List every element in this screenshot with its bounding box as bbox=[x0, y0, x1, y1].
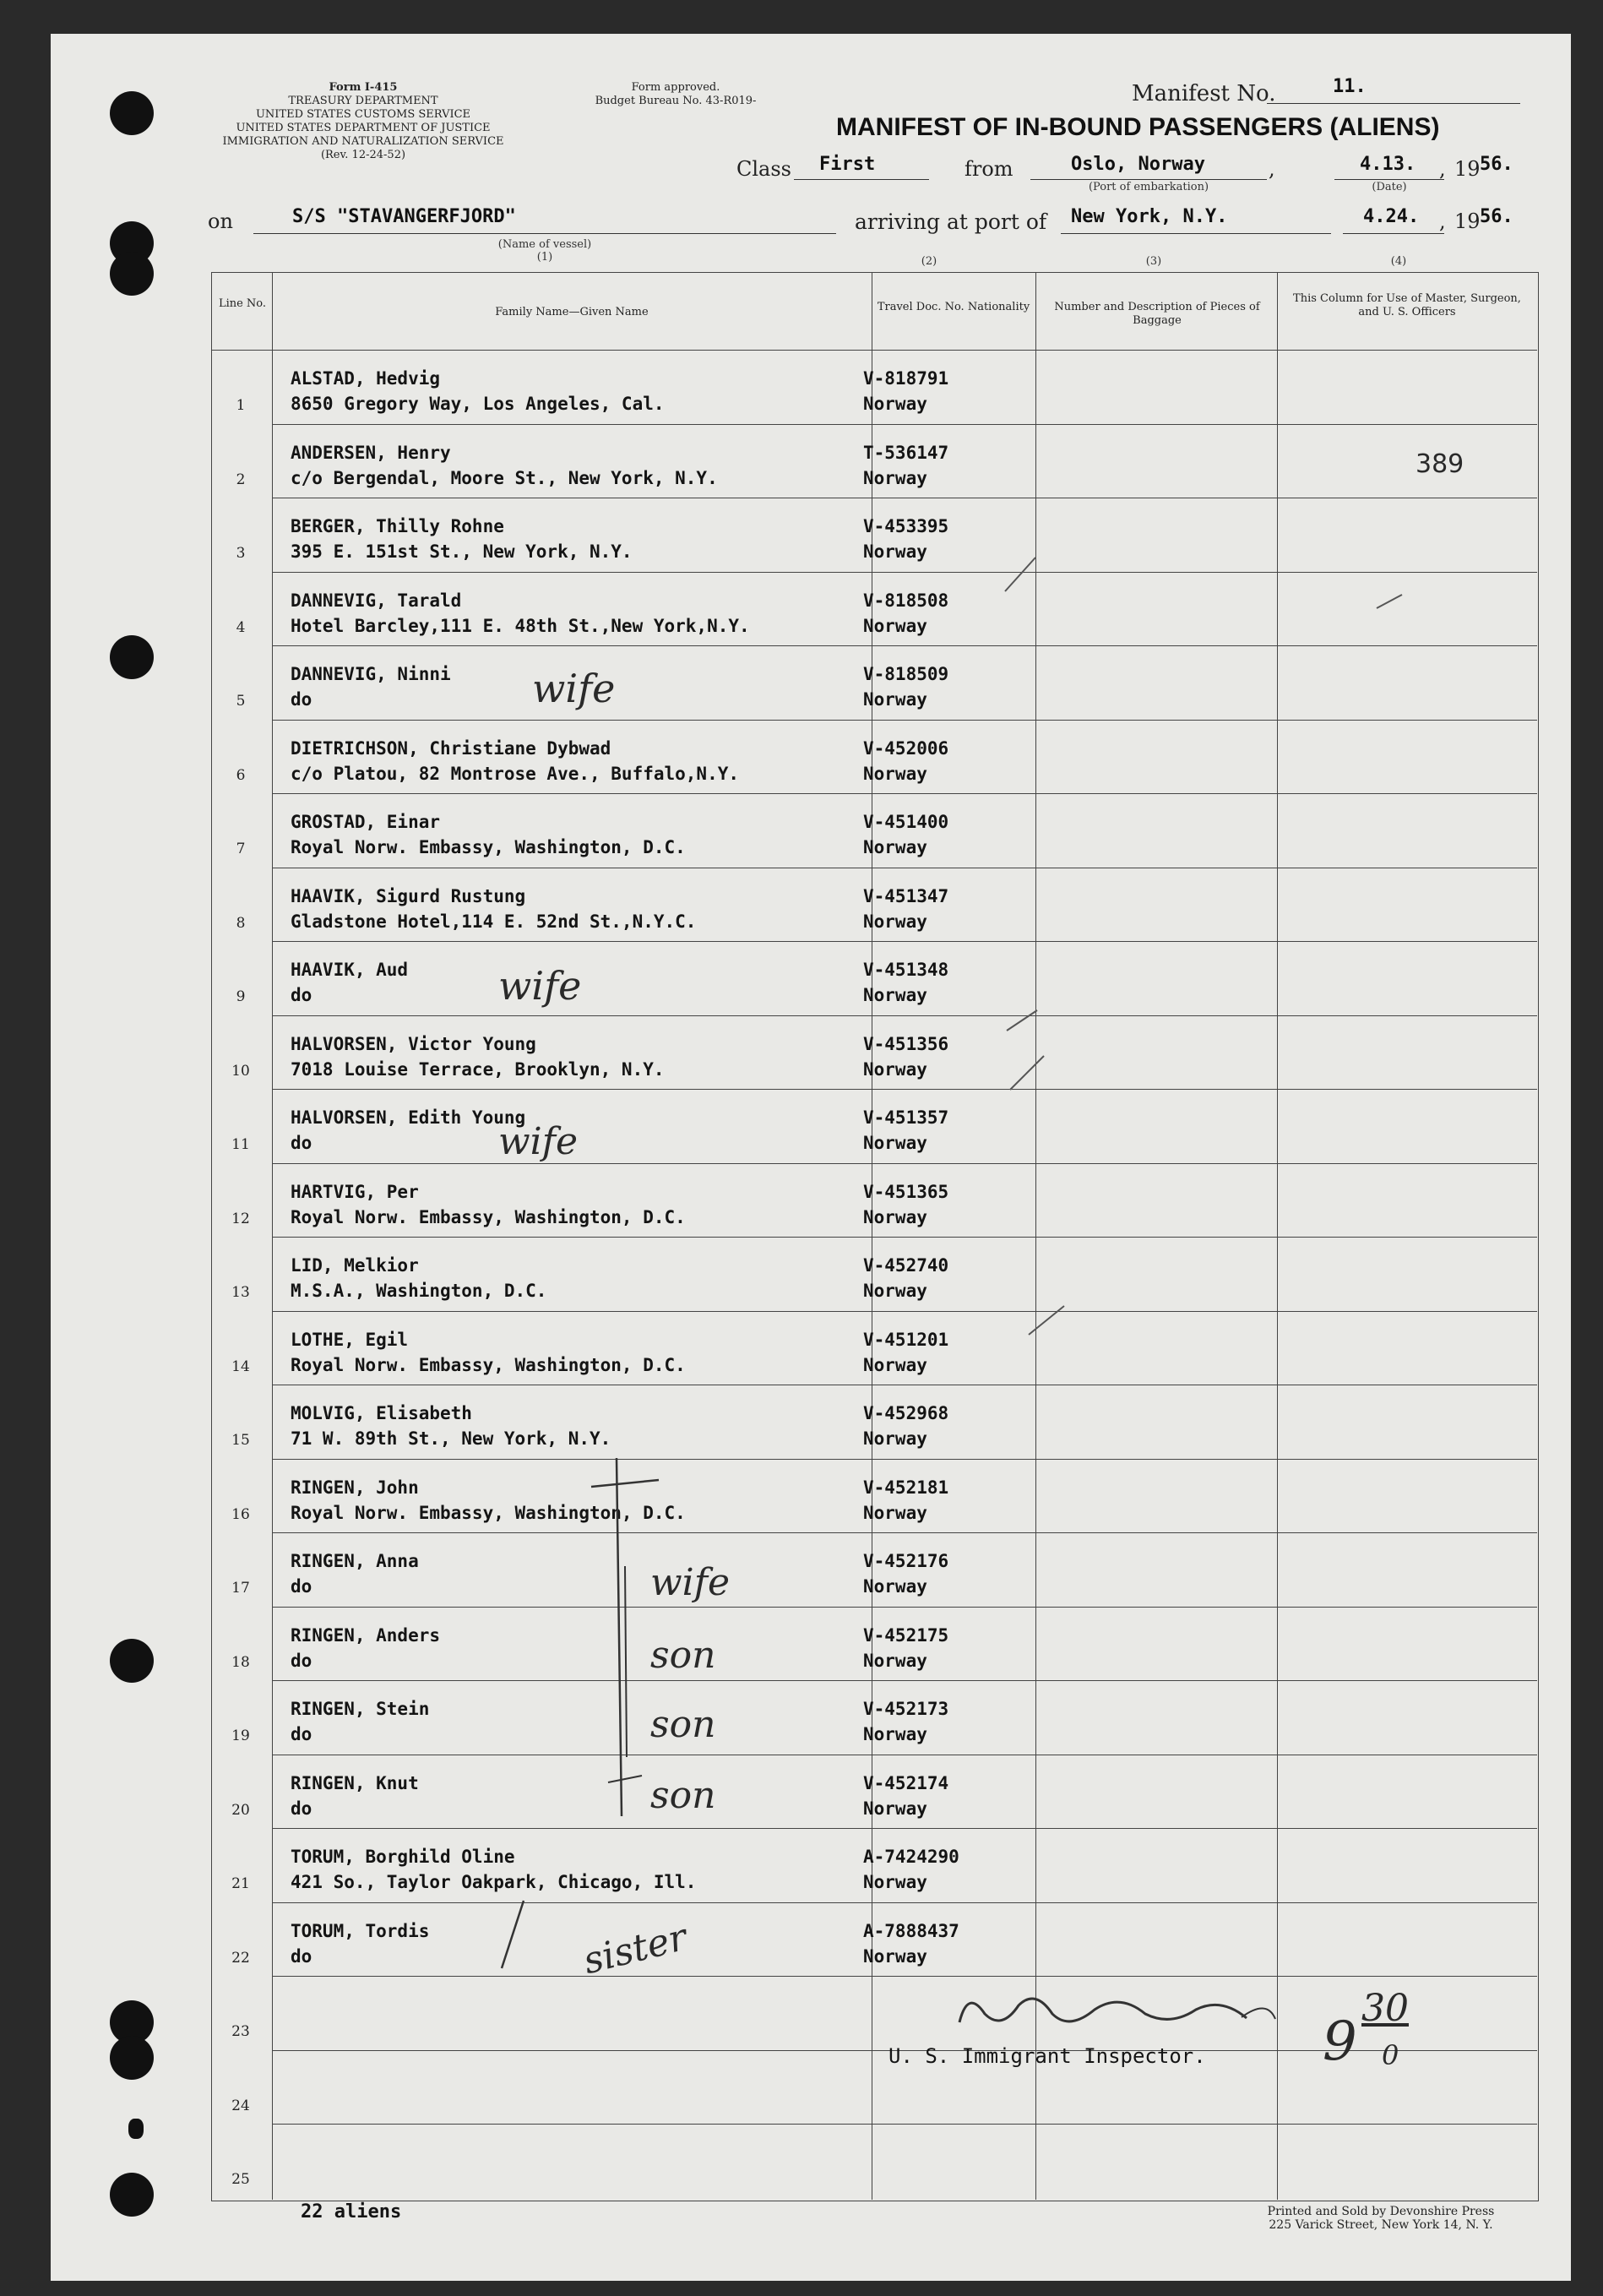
vessel-caption-text: (Name of vessel) bbox=[497, 238, 592, 251]
line-number: 8 bbox=[236, 914, 246, 932]
travel-doc-number: V-818508 bbox=[863, 590, 949, 611]
on-label: on bbox=[208, 209, 233, 233]
passenger-name: DANNEVIG, Ninni bbox=[291, 664, 451, 684]
arrival-date-underline bbox=[1343, 233, 1444, 234]
nationality: Norway bbox=[863, 1354, 927, 1375]
row-divider bbox=[272, 1680, 1537, 1681]
manifest-underline bbox=[1267, 103, 1520, 104]
passenger-name: RINGEN, Knut bbox=[291, 1772, 419, 1793]
passenger-address: c/o Bergendal, Moore St., New York, N.Y. bbox=[291, 467, 718, 488]
vessel-name: S/S "STAVANGERFJORD" bbox=[292, 206, 516, 227]
passenger-address: do bbox=[291, 1576, 312, 1597]
passenger-name: TORUM, Tordis bbox=[291, 1920, 430, 1941]
row-divider bbox=[272, 2124, 1537, 2125]
arrival-year-prefix: 19 bbox=[1454, 209, 1481, 233]
passenger-name: ALSTAD, Hedvig bbox=[291, 368, 441, 389]
passenger-address: Royal Norw. Embassy, Washington, D.C. bbox=[291, 1502, 686, 1523]
class-label: Class bbox=[736, 157, 791, 181]
passenger-address: 421 So., Taylor Oakpark, Chicago, Ill. bbox=[291, 1872, 697, 1892]
passenger-address: Hotel Barcley,111 E. 48th St.,New York,N.Y. bbox=[291, 615, 750, 636]
travel-doc-number: V-451356 bbox=[863, 1033, 949, 1054]
row-divider bbox=[272, 1828, 1537, 1829]
passenger-name: LID, Melkior bbox=[291, 1255, 419, 1276]
passenger-name: RINGEN, Stein bbox=[291, 1699, 430, 1719]
passenger-name: HAAVIK, Aud bbox=[291, 960, 409, 980]
passenger-address: do bbox=[291, 1724, 312, 1744]
date-underline bbox=[1334, 179, 1444, 180]
arrival-port: New York, N.Y. bbox=[1071, 206, 1228, 227]
printer-line1: Printed and Sold by Devonshire Press bbox=[1267, 2205, 1495, 2218]
nationality: Norway bbox=[863, 467, 927, 488]
passenger-name: HALVORSEN, Edith Young bbox=[291, 1107, 526, 1128]
page-title: MANIFEST OF IN-BOUND PASSENGERS (ALIENS) bbox=[836, 113, 1440, 141]
row-divider bbox=[272, 720, 1537, 721]
signature-scribble bbox=[951, 1980, 1272, 2039]
row-divider bbox=[272, 1237, 1537, 1238]
line-number: 9 bbox=[236, 988, 246, 1005]
travel-doc-number: V-452174 bbox=[863, 1772, 949, 1793]
inspector-label: U. S. Immigrant Inspector. bbox=[888, 2044, 1206, 2068]
binder-hole bbox=[110, 91, 154, 135]
passenger-name: DIETRICHSON, Christiane Dybwad bbox=[291, 737, 611, 759]
service-name: UNITED STATES CUSTOMS SERVICE bbox=[255, 108, 471, 121]
line-number: 2 bbox=[236, 471, 246, 488]
line-number: 3 bbox=[236, 545, 246, 562]
passenger-address: Royal Norw. Embassy, Washington, D.C. bbox=[291, 1206, 686, 1227]
nationality: Norway bbox=[863, 1133, 927, 1153]
passenger-address: 71 W. 89th St., New York, N.Y. bbox=[291, 1428, 611, 1449]
baggage-header: Number and Description of Pieces of Baggage bbox=[1054, 301, 1260, 327]
manifest-number: 11. bbox=[1333, 76, 1367, 97]
passenger-name: GROSTAD, Einar bbox=[291, 812, 441, 832]
alien-total: 22 aliens bbox=[301, 2201, 402, 2223]
passenger-name: BERGER, Thilly Rohne bbox=[291, 516, 504, 536]
departure-year-prefix: 19 bbox=[1454, 157, 1481, 181]
travel-doc-number: V-451400 bbox=[863, 812, 949, 832]
passenger-name: RINGEN, Anders bbox=[291, 1624, 441, 1646]
passenger-address: Gladstone Hotel,114 E. 52nd St.,N.Y.C. bbox=[291, 911, 697, 932]
row-divider bbox=[272, 1015, 1537, 1016]
arrival-underline bbox=[1061, 233, 1331, 234]
nationality: Norway bbox=[863, 1945, 927, 1967]
row-divider bbox=[272, 424, 1537, 425]
passenger-address: 8650 Gregory Way, Los Angeles, Cal. bbox=[291, 394, 665, 414]
nationality: Norway bbox=[863, 1428, 927, 1449]
passenger-name: DANNEVIG, Tarald bbox=[291, 590, 462, 611]
col-divider bbox=[1035, 272, 1036, 2200]
col-divider bbox=[272, 272, 273, 2200]
travel-doc-number: V-451348 bbox=[863, 960, 949, 980]
passenger-name: RINGEN, John bbox=[291, 1477, 419, 1498]
nationality: Norway bbox=[863, 1206, 927, 1227]
passenger-address: do bbox=[291, 1945, 312, 1967]
stamp-number: 9 bbox=[1323, 2010, 1357, 2073]
travel-doc-number: V-452181 bbox=[863, 1477, 949, 1498]
nationality: Norway bbox=[863, 541, 927, 562]
row-divider bbox=[272, 793, 1537, 794]
passenger-name: RINGEN, Anna bbox=[291, 1551, 419, 1571]
passenger-name: HAAVIK, Sigurd Rustung bbox=[291, 885, 526, 906]
nationality: Norway bbox=[863, 1724, 927, 1744]
travel-doc-number: V-452175 bbox=[863, 1624, 949, 1646]
line-number: 22 bbox=[231, 1949, 250, 1967]
passenger-address: 7018 Louise Terrace, Brooklyn, N.Y. bbox=[291, 1058, 665, 1080]
line-number: 25 bbox=[231, 2171, 250, 2188]
col2-number: (2) bbox=[921, 255, 937, 268]
row-divider bbox=[272, 1976, 1537, 1977]
passenger-address: Royal Norw. Embassy, Washington, D.C. bbox=[291, 1354, 686, 1375]
stamp-superscript: 30 bbox=[1361, 1987, 1409, 2030]
form-info bbox=[194, 81, 532, 162]
line-number: 19 bbox=[231, 1727, 250, 1744]
row-divider bbox=[272, 1163, 1537, 1164]
line-number: 13 bbox=[231, 1284, 250, 1301]
printer-credit bbox=[1216, 2205, 1546, 2232]
line-number: 21 bbox=[231, 1875, 250, 1892]
binder-hole bbox=[110, 2036, 154, 2080]
row-divider bbox=[272, 645, 1537, 646]
binder-hole bbox=[110, 252, 154, 296]
travel-doc-number: V-818509 bbox=[863, 664, 949, 684]
nationality: Norway bbox=[863, 1502, 927, 1523]
col4-number: (4) bbox=[1390, 255, 1407, 268]
comma: , bbox=[1439, 209, 1446, 233]
nationality: Norway bbox=[863, 1058, 927, 1080]
printer-line2: 225 Varick Street, New York 14, N. Y. bbox=[1269, 2218, 1493, 2232]
line-number: 20 bbox=[231, 1801, 250, 1819]
line-number: 6 bbox=[236, 766, 246, 784]
form-approval bbox=[557, 81, 794, 108]
handwritten-son: son bbox=[650, 1634, 716, 1677]
dept-name: TREASURY DEPARTMENT bbox=[288, 95, 438, 107]
binder-hole bbox=[110, 1639, 154, 1683]
manifest-label: Manifest No. bbox=[1132, 81, 1276, 106]
col3-number: (3) bbox=[1145, 255, 1162, 268]
nationality: Norway bbox=[863, 1798, 927, 1819]
row-divider bbox=[272, 1607, 1537, 1608]
embarkation-port: Oslo, Norway bbox=[1071, 154, 1205, 175]
handwritten-wife: wife bbox=[532, 666, 616, 711]
handwritten-sister: sister bbox=[579, 1915, 692, 1983]
stamp-subscript: 0 bbox=[1382, 2039, 1399, 2071]
passenger-address: Royal Norw. Embassy, Washington, D.C. bbox=[291, 837, 686, 857]
line-number: 11 bbox=[231, 1136, 250, 1153]
nationality: Norway bbox=[863, 394, 927, 414]
class-value: First bbox=[819, 154, 876, 175]
line-number: 5 bbox=[236, 693, 246, 710]
revision: (Rev. 12-24-52) bbox=[320, 149, 406, 161]
nationality: Norway bbox=[863, 689, 927, 710]
passenger-name: LOTHE, Egil bbox=[291, 1329, 409, 1350]
nationality: Norway bbox=[863, 763, 927, 784]
passenger-address: do bbox=[291, 689, 312, 710]
travel-doc-number: V-451357 bbox=[863, 1107, 949, 1128]
row-divider bbox=[272, 572, 1537, 573]
line-number: 18 bbox=[231, 1653, 250, 1671]
handwritten-son: son bbox=[650, 1774, 716, 1817]
passenger-address: do bbox=[291, 985, 312, 1005]
arrival-date: 4.24. bbox=[1363, 206, 1420, 227]
row-divider bbox=[272, 1532, 1537, 1533]
nationality: Norway bbox=[863, 1650, 927, 1671]
vessel-underline bbox=[253, 233, 836, 234]
row-divider bbox=[272, 1459, 1537, 1460]
binder-hole bbox=[110, 635, 154, 679]
row-divider bbox=[272, 941, 1537, 942]
travel-doc-number: V-452176 bbox=[863, 1551, 949, 1571]
passenger-address: do bbox=[291, 1650, 312, 1671]
line-number: 12 bbox=[231, 1210, 250, 1227]
dept2-name: UNITED STATES DEPARTMENT OF JUSTICE bbox=[236, 122, 491, 134]
travel-doc-number: V-818791 bbox=[863, 368, 949, 389]
class-underline bbox=[794, 179, 929, 180]
row-divider bbox=[272, 1311, 1537, 1312]
travel-doc-number: V-452173 bbox=[863, 1699, 949, 1719]
col-divider bbox=[1277, 272, 1278, 2200]
passenger-address: do bbox=[291, 1133, 312, 1153]
header-divider bbox=[211, 350, 1537, 351]
nationality: Norway bbox=[863, 1872, 927, 1892]
travel-doc-number: T-536147 bbox=[863, 442, 949, 463]
passenger-name: MOLVIG, Elisabeth bbox=[291, 1403, 472, 1423]
departure-date: 4.13. bbox=[1360, 154, 1416, 175]
date-caption: (Date) bbox=[1372, 181, 1407, 193]
passenger-address: do bbox=[291, 1798, 312, 1819]
nationality: Norway bbox=[863, 1576, 927, 1597]
line-number: 4 bbox=[236, 618, 246, 636]
line-number: 10 bbox=[231, 1062, 250, 1080]
passenger-address: c/o Platou, 82 Montrose Ave., Buffalo,N.Y. bbox=[291, 763, 740, 784]
port-caption: (Port of embarkation) bbox=[1088, 181, 1209, 193]
travel-doc-number: V-452740 bbox=[863, 1255, 949, 1276]
travel-doc-number: V-451347 bbox=[863, 885, 949, 906]
nationality: Norway bbox=[863, 985, 927, 1005]
handwritten-son: son bbox=[650, 1703, 716, 1746]
handwritten-wife: wife bbox=[650, 1561, 731, 1604]
travel-doc-number: V-451201 bbox=[863, 1329, 949, 1350]
line-number: 16 bbox=[231, 1505, 250, 1523]
travel-doc-number: A-7424290 bbox=[863, 1847, 959, 1867]
officer-note: 389 bbox=[1416, 449, 1464, 479]
from-underline bbox=[1030, 179, 1267, 180]
passenger-name: HALVORSEN, Victor Young bbox=[291, 1033, 536, 1054]
binder-mark bbox=[128, 2119, 144, 2139]
row-divider bbox=[272, 1902, 1537, 1903]
travel-doc-number: V-453395 bbox=[863, 516, 949, 536]
passenger-name: TORUM, Borghild Oline bbox=[291, 1847, 515, 1867]
name-header: Family Name—Given Name bbox=[495, 306, 649, 318]
col1-number: (1) bbox=[536, 251, 553, 264]
from-label: from bbox=[965, 157, 1013, 181]
arriving-label: arriving at port of bbox=[855, 209, 1047, 234]
passenger-address: M.S.A., Washington, D.C. bbox=[291, 1281, 547, 1301]
comma: , bbox=[1269, 157, 1275, 181]
travel-doc-header: Travel Doc. No. Nationality bbox=[877, 301, 1030, 313]
form-number: Form I-415 bbox=[329, 81, 398, 94]
nationality: Norway bbox=[863, 1281, 927, 1301]
approved-text: Form approved. bbox=[631, 81, 720, 94]
arrival-year: 56. bbox=[1480, 206, 1513, 227]
nationality: Norway bbox=[863, 911, 927, 932]
line-number: 7 bbox=[236, 841, 246, 857]
line-number: 14 bbox=[231, 1357, 250, 1375]
travel-doc-number: V-451365 bbox=[863, 1181, 949, 1202]
budget-text: Budget Bureau No. 43-R019- bbox=[595, 95, 757, 107]
passenger-name: HARTVIG, Per bbox=[291, 1181, 419, 1202]
inspector-signature bbox=[951, 1980, 1272, 2051]
nationality: Norway bbox=[863, 837, 927, 857]
line-number: 1 bbox=[236, 397, 246, 414]
line-number: 24 bbox=[231, 2097, 250, 2114]
line-number: 23 bbox=[231, 2023, 250, 2040]
travel-doc-number: V-452968 bbox=[863, 1403, 949, 1423]
row-divider bbox=[272, 1089, 1537, 1090]
line-no-header: Line No. bbox=[218, 297, 267, 310]
departure-year: 56. bbox=[1480, 154, 1513, 175]
officers-header: This Column for Use of Master, Surgeon, and U. S. Officers bbox=[1293, 292, 1521, 318]
service2-name: IMMIGRATION AND NATURALIZATION SERVICE bbox=[222, 135, 504, 148]
nationality: Norway bbox=[863, 615, 927, 636]
passenger-name: ANDERSEN, Henry bbox=[291, 442, 451, 463]
travel-doc-number: V-452006 bbox=[863, 737, 949, 759]
binder-hole bbox=[110, 2173, 154, 2217]
line-number: 17 bbox=[231, 1580, 250, 1597]
line-number: 15 bbox=[231, 1432, 250, 1449]
passenger-address: 395 E. 151st St., New York, N.Y. bbox=[291, 541, 633, 562]
vessel-caption bbox=[253, 238, 836, 264]
handwritten-wife: wife bbox=[498, 1120, 579, 1163]
comma: , bbox=[1439, 157, 1446, 181]
handwritten-wife: wife bbox=[498, 963, 582, 1009]
travel-doc-number: A-7888437 bbox=[863, 1920, 959, 1941]
